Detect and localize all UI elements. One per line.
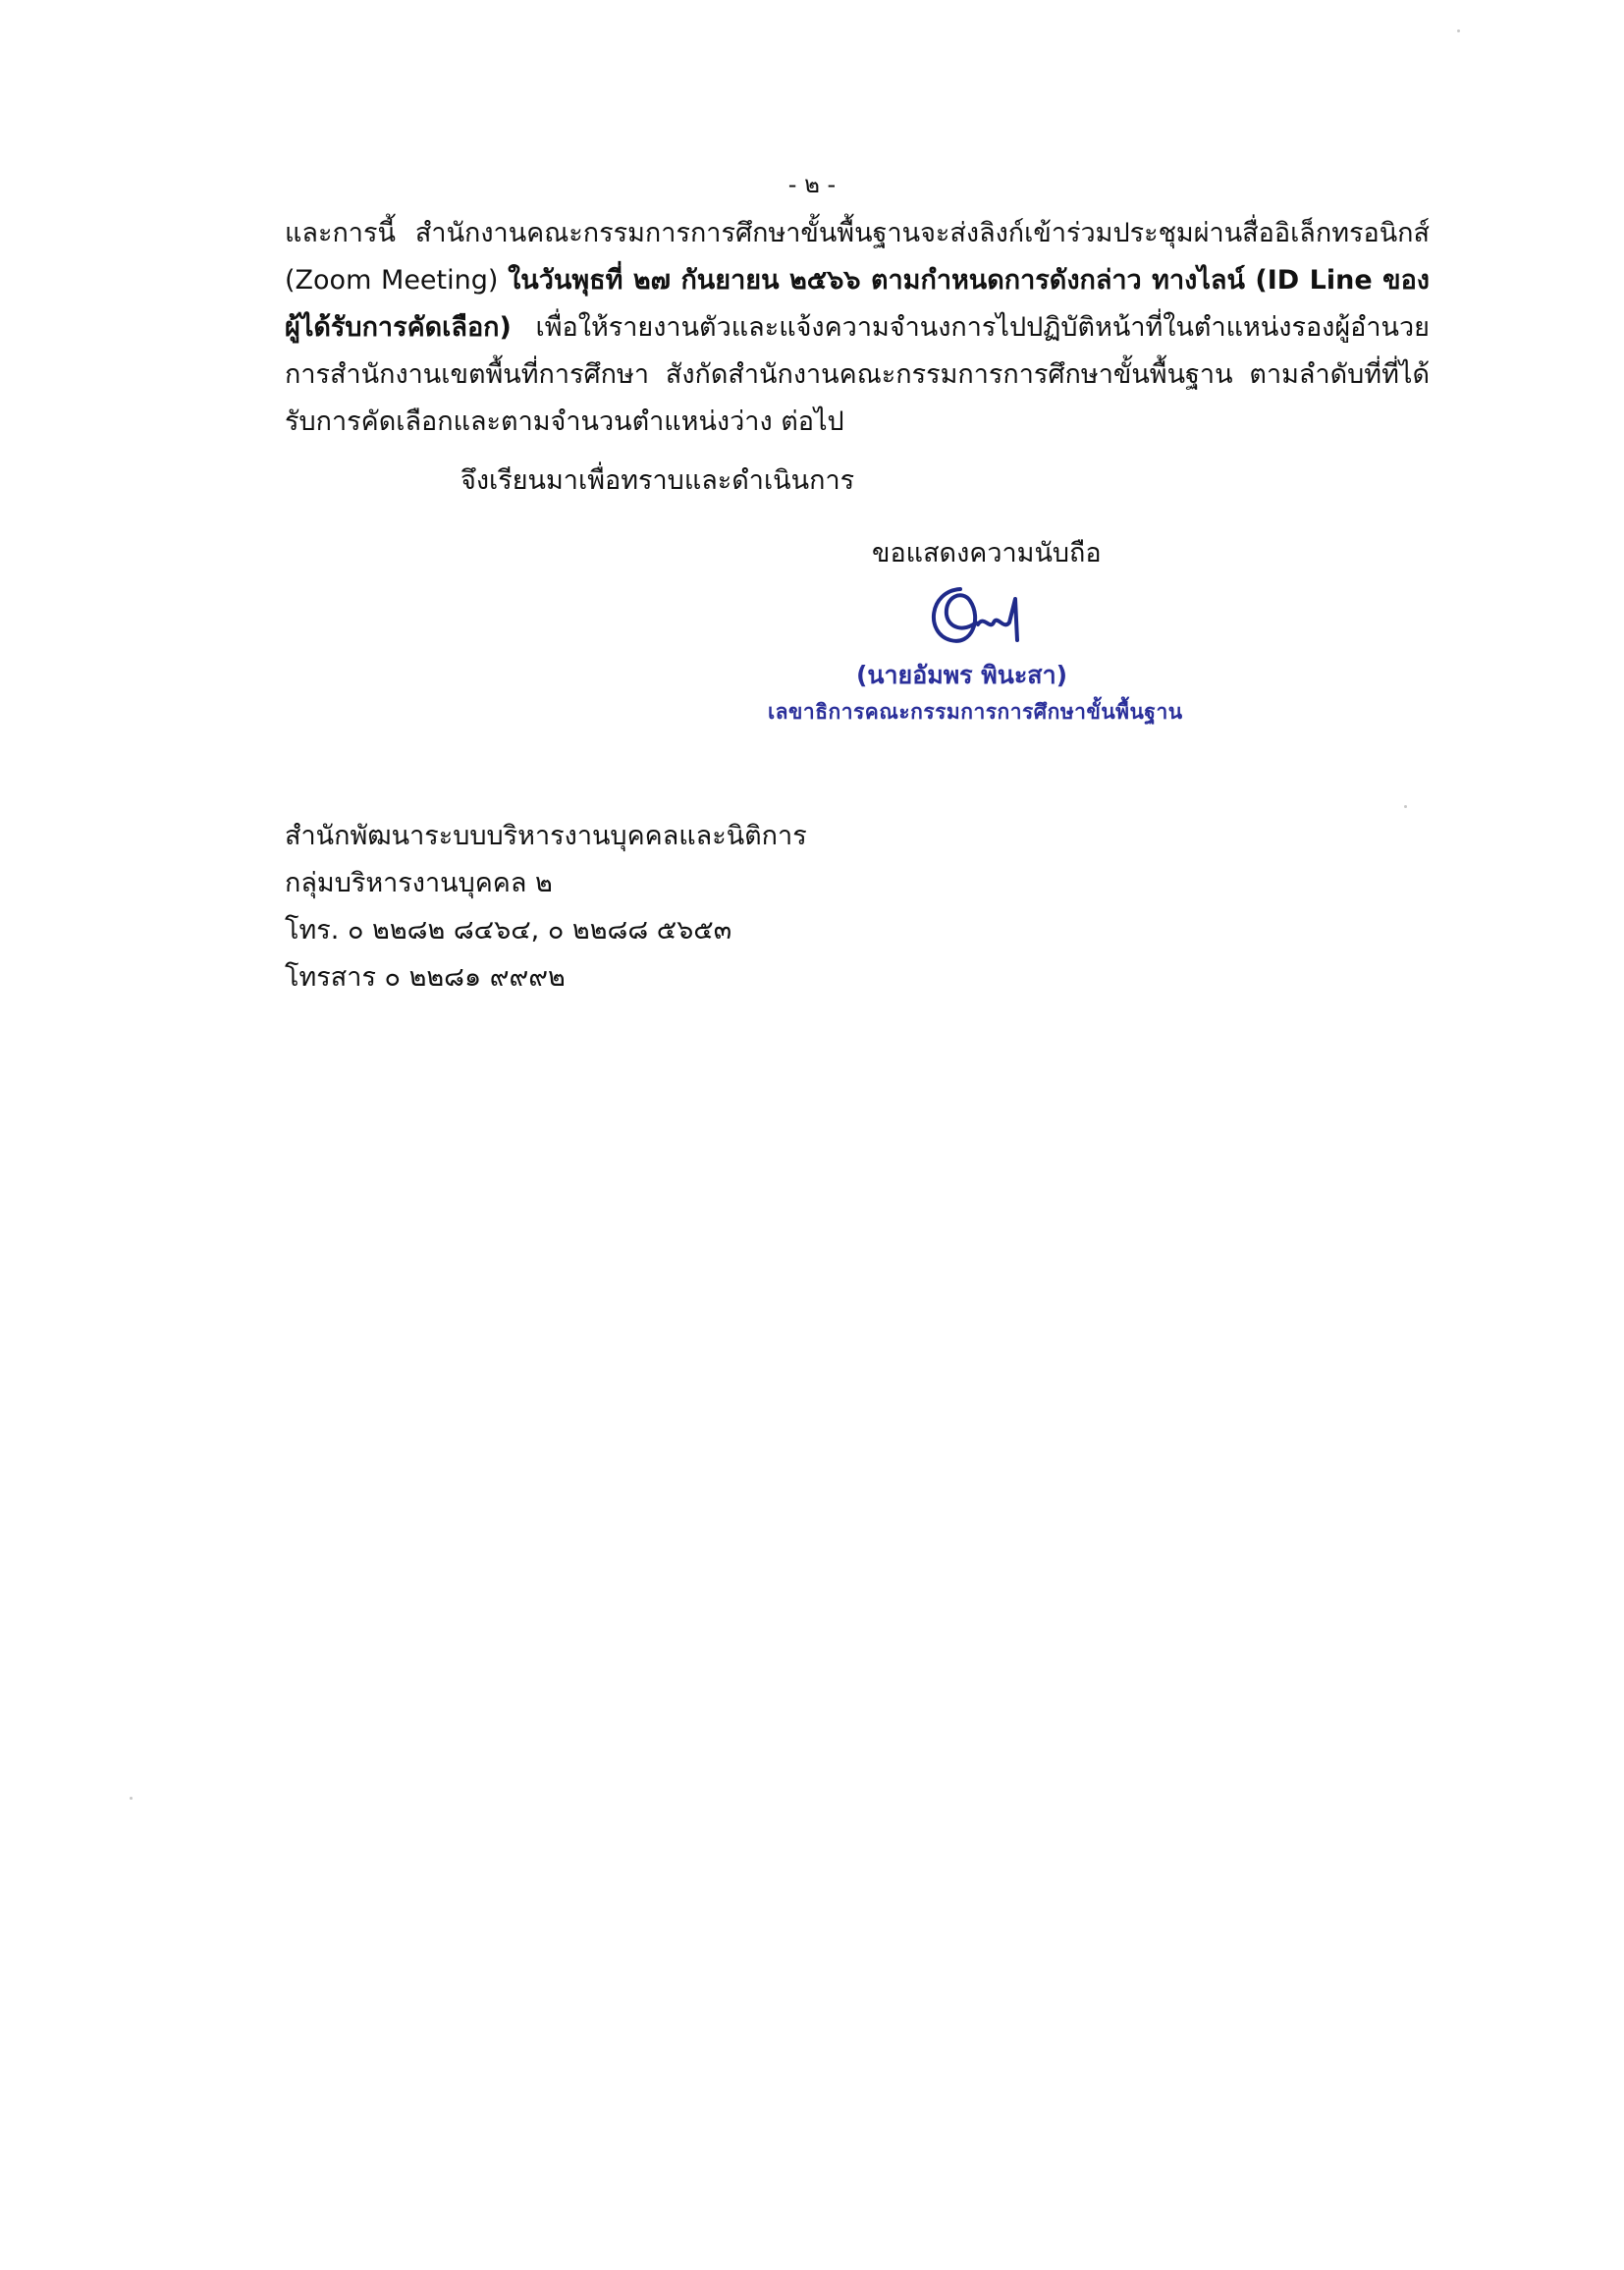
handwritten-signature [921, 579, 1058, 658]
body-paragraph [285, 210, 1430, 446]
page-number: - ๒ - [787, 171, 837, 198]
footer-group: กลุ่มบริหารงานบุคคล ๒ [285, 868, 553, 898]
closing-line: จึงเรียนมาเพื่อทราบและดำเนินการ [460, 465, 855, 496]
scan-speck [1404, 805, 1407, 808]
footer-contact [285, 813, 807, 1001]
body-bold-text: ในวันพุธที่ ๒๗ กันยายน ๒๕๖๖ ตามกำหนดการดังกล่าว ทางไลน์ (ID Line ของผู้ได้รับการคัดเลือก) [285, 265, 1430, 343]
scan-speck [130, 1797, 133, 1800]
signer-name: (นายอัมพร พินะสา) [856, 661, 1068, 689]
body-text-2: เพื่อให้รายงานตัวและแจ้งความจำนงการไปปฏิบัติหน้าที่ในตำแหน่งรองผู้อำนวยการสำนักงานเขตพื้นที่การศึกษา สังกัดสำนักงานคณะกรรมการการศึกษาขั้นพื้นฐาน ตามลำดับที่ที่ได้รับการคัดเลือกและตามจำนวนตำแหน่งว่าง ต่อไป [285, 312, 1430, 437]
scan-speck [1457, 29, 1460, 32]
footer-phone: โทร. ๐ ๒๒๘๒ ๘๔๖๔, ๐ ๒๒๘๘ ๕๖๕๓ [285, 915, 732, 946]
footer-fax: โทรสาร ๐ ๒๒๘๑ ๙๙๙๒ [285, 962, 566, 993]
footer-office: สำนักพัฒนาระบบบริหารงานบุคคลและนิติการ [285, 821, 807, 851]
body-text-1: และการนี้ สำนักงานคณะกรรมการการศึกษาขั้นพื้นฐานจะส่งลิงก์เข้าร่วมประชุมผ่านสื่ออิเล็กทรอนิกส์ (Zoom Meeting) [285, 218, 1430, 296]
regards-line: ขอแสดงความนับถือ [872, 538, 1102, 568]
signer-title: เลขาธิการคณะกรรมการการศึกษาขั้นพื้นฐาน [768, 700, 1183, 724]
